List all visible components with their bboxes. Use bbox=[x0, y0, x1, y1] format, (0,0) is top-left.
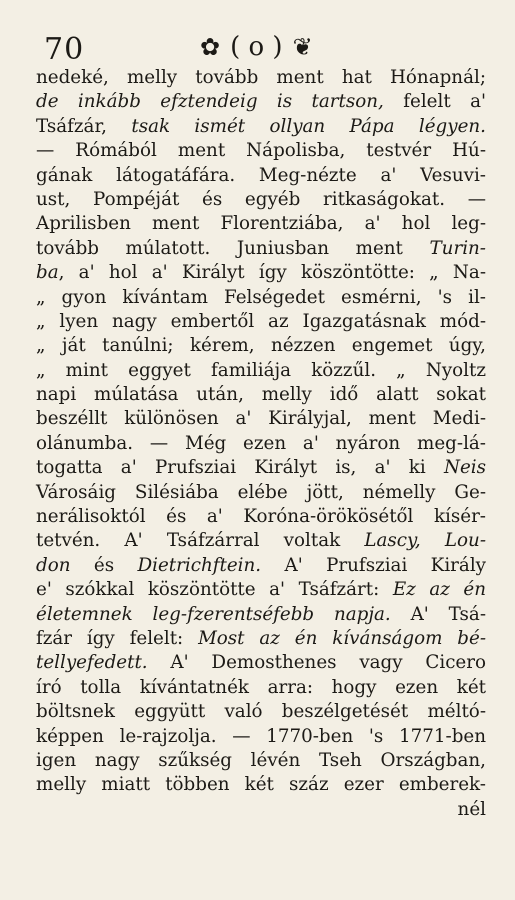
header-center-mark: ( o ) bbox=[230, 32, 283, 62]
text-segment: igen nagy szűkség lévén Tseh Országban, bbox=[36, 749, 486, 771]
text-segment: togatta a' Prufsziai Királyt is, a' ki bbox=[36, 457, 444, 479]
text-segment: , a' hol a' Királyt így köszöntötte: „ Na- bbox=[58, 262, 486, 284]
text-segment: napi múlatása után, melly idő alatt sokat bbox=[36, 384, 486, 406]
text-line bbox=[36, 603, 486, 627]
text-line bbox=[36, 456, 486, 480]
text-segment: „ ját tanúlni; kérem, nézzen engemet úgy, bbox=[36, 335, 486, 357]
italic-text-segment: Neis bbox=[443, 457, 486, 479]
text-line bbox=[36, 651, 486, 675]
text-line bbox=[36, 407, 486, 431]
leaf-ornament-icon: ❦ bbox=[292, 33, 313, 61]
text-segment: nerálisoktól és a' Koróna-örökösétől kísér- bbox=[36, 506, 486, 528]
text-segment: tetvén. A' Tsáfzárral voltak bbox=[36, 530, 365, 552]
text-segment: A' Tsá- bbox=[390, 603, 486, 625]
text-segment: fzár így felelt: bbox=[36, 627, 199, 649]
text-line bbox=[36, 66, 486, 90]
flower-ornament-icon: ✿ bbox=[200, 33, 221, 61]
text-line bbox=[36, 529, 486, 553]
text-line bbox=[36, 578, 486, 602]
italic-text-segment: Most az én kívánságom bé- bbox=[198, 627, 486, 649]
text-segment: e' szókkal köszöntötte a' Tsáfzárt: bbox=[36, 579, 393, 601]
italic-text-segment: Turin- bbox=[429, 237, 486, 259]
text-segment: Városáig Silésiába elébe jött, némelly Ge- bbox=[36, 481, 486, 503]
text-segment: tovább múlatott. Juniusban ment bbox=[36, 237, 430, 259]
text-line bbox=[36, 164, 486, 188]
text-segment: böltsnek eggyütt való beszélgetését méltó- bbox=[36, 701, 486, 723]
text-segment: „ gyon kívántam Felségedet esmérni, 's il- bbox=[36, 286, 486, 308]
text-line bbox=[36, 188, 486, 212]
text-line bbox=[36, 359, 486, 383]
page-number: 70 bbox=[44, 32, 85, 67]
text-line bbox=[36, 139, 486, 163]
italic-text-segment: ba bbox=[36, 262, 59, 284]
text-line bbox=[36, 212, 486, 236]
text-segment: A' Demosthenes vagy Cicero bbox=[147, 652, 486, 674]
italic-text-segment: Ez az én bbox=[392, 579, 486, 601]
italic-text-segment: de inkább efztendeig is tartson, bbox=[36, 91, 384, 113]
text-line bbox=[36, 725, 486, 749]
text-segment: „ mint eggyet familiája közzűl. „ Nyoltz bbox=[36, 359, 486, 381]
header-ornament-group bbox=[200, 32, 313, 62]
italic-text-segment: életemnek leg-fzerentséfebb napja. bbox=[36, 603, 391, 625]
text-line bbox=[36, 505, 486, 529]
text-segment: „ lyen nagy embertől az Igazgatásnak mód- bbox=[36, 310, 486, 332]
text-segment: Aprilisben ment Florentziába, a' hol leg- bbox=[36, 213, 486, 235]
text-segment: nedeké, melly tovább ment hat Hónapnál; bbox=[36, 67, 486, 88]
italic-text-segment: don bbox=[36, 554, 71, 576]
text-segment: A' Prufsziai Király bbox=[261, 554, 486, 576]
text-line bbox=[36, 700, 486, 724]
text-segment: képpen le-rajzolja. — 1770-ben 's 1771-ben bbox=[36, 725, 486, 747]
text-line bbox=[36, 261, 486, 285]
text-segment: olánumba. — Még ezen a' nyáron meg-lá- bbox=[36, 432, 486, 454]
page-header bbox=[30, 18, 493, 70]
text-line bbox=[36, 773, 486, 797]
italic-text-segment: Dietrichftein. bbox=[137, 554, 262, 576]
text-segment: ust, Pompéját és egyéb ritkaságokat. — bbox=[36, 188, 486, 210]
text-line bbox=[36, 90, 486, 114]
text-segment: és bbox=[70, 554, 138, 576]
text-line bbox=[36, 383, 486, 407]
italic-text-segment: tellyefedett. bbox=[36, 652, 148, 674]
text-segment: Tsáfzár, bbox=[36, 115, 132, 137]
text-line bbox=[36, 310, 486, 334]
text-segment: — Rómából ment Nápolisba, testvér Hú- bbox=[36, 140, 486, 162]
text-line bbox=[36, 481, 486, 505]
text-line bbox=[36, 749, 486, 773]
text-segment: beszéllt különösen a' Királyjal, ment Medi- bbox=[36, 408, 486, 430]
italic-text-segment: tsak ismét ollyan Pápa légyen. bbox=[131, 115, 486, 137]
text-segment: melly miatt többen két száz ezer emberek- bbox=[36, 774, 486, 796]
text-line bbox=[36, 627, 486, 651]
text-line bbox=[36, 432, 486, 456]
text-segment: gának látogatáfára. Meg-nézte a' Vesuvi- bbox=[36, 164, 486, 186]
text-line bbox=[36, 115, 486, 139]
text-line bbox=[36, 798, 486, 822]
text-segment: író tolla kívántatnék arra: hogy ezen két bbox=[36, 676, 486, 698]
text-segment: nél bbox=[457, 798, 486, 820]
text-line bbox=[36, 334, 486, 358]
italic-text-segment: Lascy, Lou- bbox=[364, 530, 487, 552]
text-line bbox=[36, 286, 486, 310]
text-line bbox=[36, 237, 486, 261]
text-line bbox=[36, 676, 486, 700]
body-text bbox=[36, 66, 486, 822]
text-segment: felelt a' bbox=[383, 91, 486, 113]
text-line bbox=[36, 554, 486, 578]
